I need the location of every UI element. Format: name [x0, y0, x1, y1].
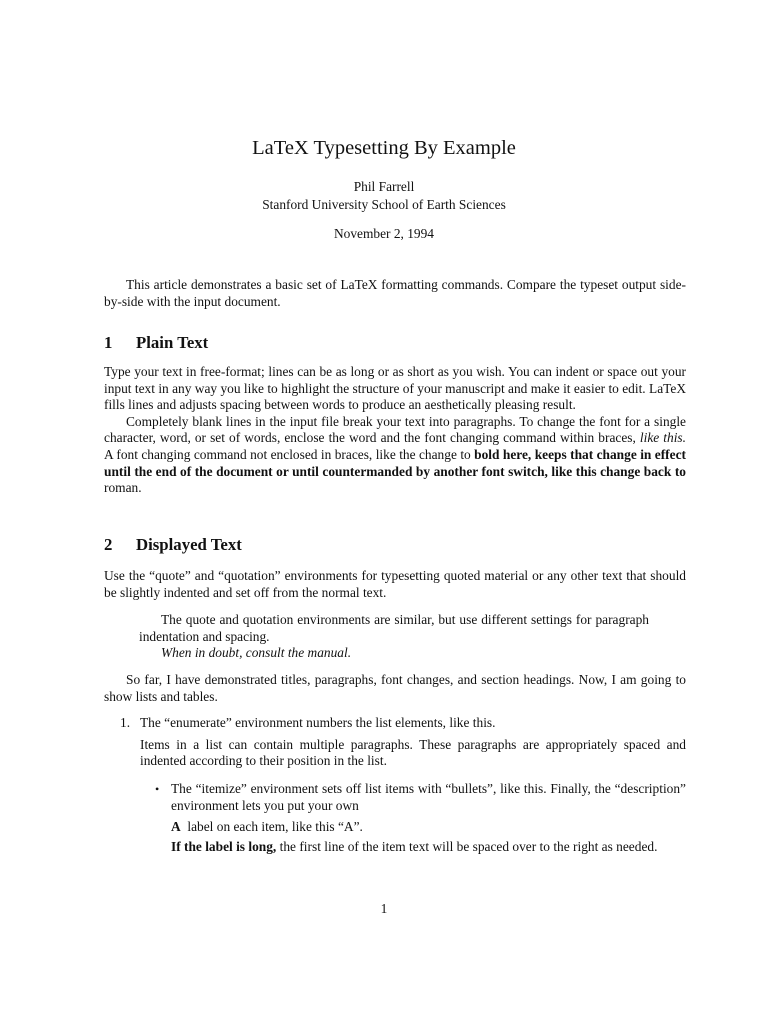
- text-run: roman.: [104, 480, 142, 496]
- section-number: 2: [104, 535, 113, 554]
- list-item-content: [140, 715, 686, 770]
- description-item: [171, 819, 686, 836]
- italic-text: like this.: [639, 430, 686, 446]
- section-number: 1: [104, 333, 113, 352]
- description-label: A: [171, 819, 181, 834]
- bullet-icon: •: [155, 782, 160, 796]
- list-item-paragraph: Items in a list can contain multiple paragraphs. These paragraphs are appropriately spaced and indented according to their position in the list.: [140, 736, 686, 769]
- list-item-text: The “itemize” environment sets off list items with “bullets”, like this. Finally, the “description” environment lets you put your own: [171, 781, 686, 813]
- author-name: Phil Farrell: [353, 179, 415, 194]
- description-text: label on each item, like this “A”.: [187, 819, 363, 834]
- quote-paragraph: [139, 645, 649, 662]
- author-block: [0, 178, 768, 214]
- paragraph: Use the “quote” and “quotation” environments for typesetting quoted material or any other text that should be slightly indented and set off from the normal text.: [104, 568, 686, 600]
- abstract-text: This article demonstrates a basic set of LaTeX formatting commands. Compare the typeset output side-by-side with the input document.: [104, 277, 686, 309]
- section-title: Plain Text: [136, 333, 209, 352]
- document-date: November 2, 1994: [333, 226, 435, 241]
- quote-block: [139, 612, 649, 662]
- italic-text: When in doubt, consult the manual.: [161, 645, 352, 661]
- section-2-intro: [104, 568, 686, 601]
- list-number: 1.: [120, 715, 131, 730]
- section-1-body: [104, 364, 686, 497]
- abstract: [104, 277, 686, 310]
- section-2-paragraph: [104, 672, 686, 705]
- description-label: If the label is long,: [171, 838, 277, 854]
- description-item: [171, 839, 686, 856]
- itemize-item: [171, 781, 686, 814]
- section-heading-1: [104, 333, 208, 353]
- text-run: A font changing command not enclosed in braces, like the change to: [104, 446, 475, 462]
- section-title: Displayed Text: [136, 535, 242, 554]
- section-heading-2: [104, 535, 242, 555]
- text-run: Completely blank lines in the input file break your text into paragraphs. To change the font for a single character, word, or set of words, enclose the word and the font changing command within braces,: [104, 413, 686, 446]
- paragraph: Type your text in free-format; lines can be as long or as short as you wish. You can indent or space out your input text in any way you like to highlight the structure of your manuscript and make it easier to edit. LaTeX fills lines and adjusts spacing between words to produce an aesthetically pleasing result.: [104, 364, 686, 413]
- paragraph: So far, I have demonstrated titles, paragraphs, font changes, and section headings. Now, I am going to show lists and tables.: [104, 672, 686, 704]
- paragraph: [104, 414, 686, 497]
- list-item-text: The “enumerate” environment numbers the list elements, like this.: [140, 715, 496, 730]
- description-text: the first line of the item text will be spaced over to the right as needed.: [279, 838, 658, 854]
- quote-paragraph: The quote and quotation environments are similar, but use different settings for paragraph indentation and spacing.: [139, 612, 649, 644]
- description-list: [171, 819, 686, 855]
- page-number: 1: [380, 901, 388, 916]
- document-title: LaTeX Typesetting By Example: [252, 137, 516, 159]
- author-affiliation: Stanford University School of Earth Sciences: [262, 197, 506, 212]
- bold-text: bold here, keeps that change in effect until the end of the document or until countermanded by another font switch, like this change back to: [104, 446, 686, 479]
